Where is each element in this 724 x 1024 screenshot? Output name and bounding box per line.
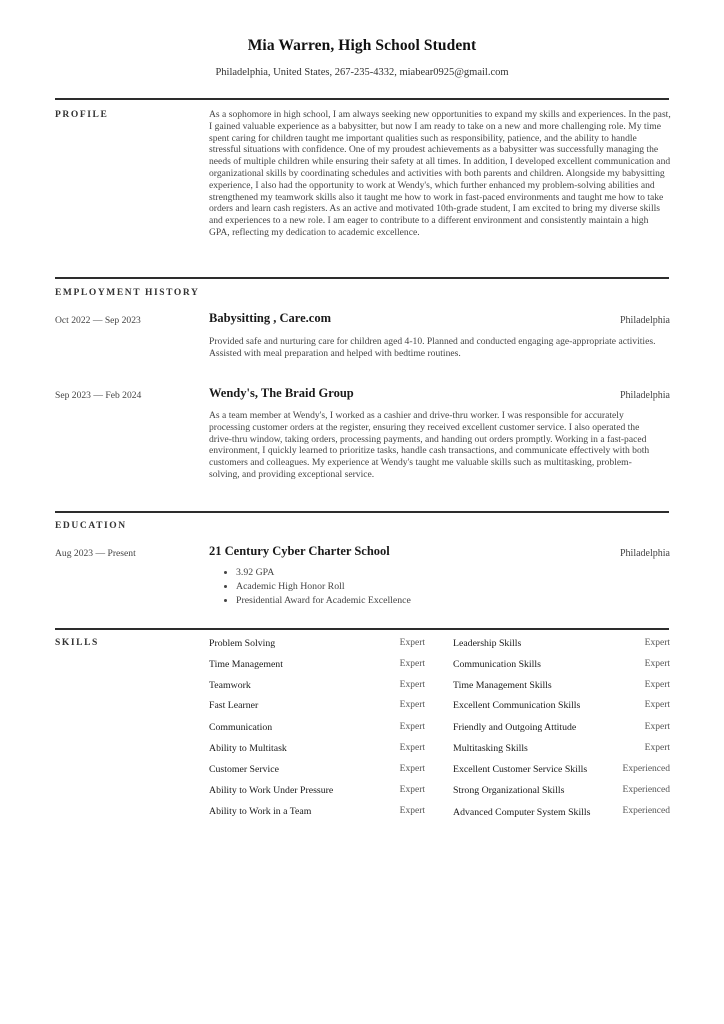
skill-level: Expert [399,659,425,669]
skill-name: Strong Organizational Skills [453,785,565,796]
skill-level: Expert [399,806,425,816]
skill-name: Advanced Computer System Skills [453,807,591,818]
employment-heading: EMPLOYMENT HISTORY [55,288,200,298]
skill-level: Expert [399,785,425,795]
education-divider [55,511,669,513]
profile-heading: PROFILE [55,110,109,120]
candidate-name: Mia Warren, High School Student [247,37,477,54]
skill-level: Expert [399,700,425,710]
skill-level: Expert [644,638,670,648]
skill-name: Teamwork [209,680,251,691]
job-1-description: Provided safe and nurturing care for children aged 4-10. Planned and conducted engaging age-appropriate activities. Assisted with meal preparation and helped with bedtime routines. [209,336,656,359]
skill-level: Experienced [622,785,670,795]
skill-name: Leadership Skills [453,638,522,649]
job-1-dates: Oct 2022 — Sep 2023 [55,315,141,326]
education-achievements [222,566,411,608]
skill-level: Experienced [622,764,670,774]
skill-name: Multitasking Skills [453,743,528,754]
achievement-item: • Academic High Honor Roll [236,580,411,594]
skill-name: Friendly and Outgoing Attitude [453,722,577,733]
achievement-item: • Presidential Award for Academic Excellence [236,594,411,608]
skill-name: Ability to Work Under Pressure [209,785,334,796]
skill-name: Communication [209,722,273,733]
skill-name: Customer Service [209,764,279,775]
skill-name: Excellent Communication Skills [453,700,581,711]
skills-divider [55,628,669,630]
job-2-dates: Sep 2023 — Feb 2024 [55,390,142,401]
skill-name: Fast Learner [209,700,259,711]
skill-name: Communication Skills [453,659,541,670]
profile-text: As a sophomore in high school, I am always seeking new opportunities to expand my skills and experiences. In the past, I gained valuable experience as a babysitter, but now I am ready to take on a new and more challenging role. My time spent caring for children taught me important qualities such as responsibility, patience, and the ability to handle stressful situations with confidence. One of my proudest achievements as a babysitter was successfully managing the needs of multiple children while ensuring their safety at all times. In addition, I developed excellent communication and organizational skills by coordinating schedules and activities with both parents and children. Alongside my babysitting experience, I also had the opportunity to work at Wendy's, which further enhanced my problem-solving abilities and strengthened my teamwork skills also it taught me how to work in fast-paced environments and taught me how to take orders and learn cash registers. As an active and motivated 10th-grade student, I am excited to bring my diverse skills and experiences to a new role. I am eager to contribute to a different environment and consistently maintain a high GPA, reflecting my dedication to academic excellence. [209,109,671,238]
skill-level: Expert [644,743,670,753]
skill-level: Expert [399,638,425,648]
skill-level: Expert [644,680,670,690]
skill-level: Experienced [622,806,670,816]
contact-line: Philadelphia, United States, 267-235-4332, miabear0925@gmail.com [215,67,509,78]
skill-level: Expert [644,722,670,732]
employment-divider [55,277,669,279]
skill-name: Time Management Skills [453,680,552,691]
skill-level: Expert [399,743,425,753]
education-heading: EDUCATION [55,521,127,531]
skill-name: Excellent Customer Service Skills [453,764,588,775]
profile-divider [55,98,669,100]
school-name: 21 Century Cyber Charter School [209,544,390,558]
skill-name: Time Management [209,659,283,670]
job-2-title: Wendy's, The Braid Group [209,386,354,400]
job-1-title: Babysitting , Care.com [209,311,331,325]
skill-name: Ability to Work in a Team [209,806,312,817]
job-2-city: Philadelphia [620,390,670,401]
skill-level: Expert [399,764,425,774]
education-dates: Aug 2023 — Present [55,548,136,559]
skill-level: Expert [644,659,670,669]
skill-level: Expert [399,680,425,690]
skill-name: Problem Solving [209,638,276,649]
achievement-item: • 3.92 GPA [236,566,411,580]
skill-level: Expert [399,722,425,732]
job-1-city: Philadelphia [620,315,670,326]
education-city: Philadelphia [620,548,670,559]
skills-heading: SKILLS [55,638,99,648]
skill-level: Expert [644,700,670,710]
job-2-description: As a team member at Wendy's, I worked as a cashier and drive-thru worker. I was responsible for accurately processing customer orders at the register, ensuring they received excellent customer service. I also operated the drive-thru window, taking orders, processing payments, and handing out orders promptly. Working in a fast-paced environment, I quickly learned to prioritize tasks, handle cash transactions, and communicate effectively with both customers and colleagues. My experience at Wendy's taught me valuable skills such as multitasking, problem-solving, and providing exceptional service. [209,410,650,480]
skill-name: Ability to Multitask [209,743,287,754]
